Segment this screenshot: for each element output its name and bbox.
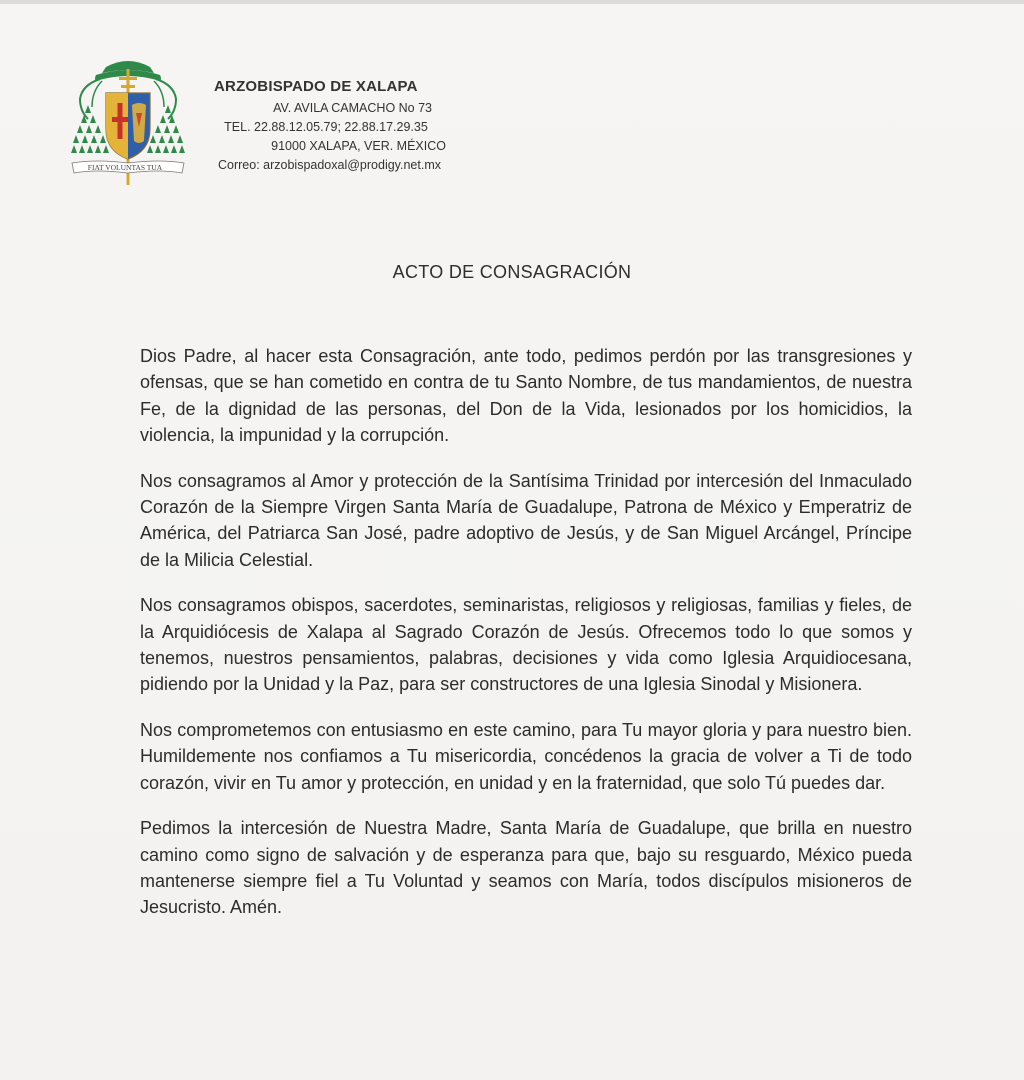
paragraph: Nos consagramos obispos, sacerdotes, seminaristas, religiosos y religiosas, familias y fieles, de la Arquidiócesis de Xalapa al Sagrado Corazón de Jesús. Ofrecemos todo lo que somos y tenemos, nuestros pensamientos, palabras, decisiones y vida como Iglesia Arquidiocesana, pidiendo por la Unidad y la Paz, para ser constructores de una Iglesia Sinodal y Misionera. — [140, 595, 912, 695]
letterhead — [196, 78, 456, 175]
motto-ribbon-text: FIAT VOLUNTAS TUA — [87, 163, 163, 172]
paragraph: Nos consagramos al Amor y protección de la Santísima Trinidad por intercesión del Inmaculado Corazón de la Siempre Virgen Santa María de Guadalupe, Patrona de México y Emperatriz de América, del Patriarca San José, padre adoptivo de Jesús, y de San Miguel Arcángel, Príncipe de la Milicia Celestial. — [140, 470, 912, 570]
paragraph: Pedimos la intercesión de Nuestra Madre, Santa María de Guadalupe, que brilla en nuestro camino como signo de salvación y de esperanza para que, bajo su resguardo, México pueda mantenerse siempre fiel a Tu Voluntad y seamos con María, todos discípulos misioneros de Jesucristo. Amén. — [140, 818, 912, 918]
address-line: AV. AVILA CAMACHO No 73 — [273, 101, 432, 115]
phone-line: TEL. 22.88.12.05.79; 22.88.17.29.35 — [224, 120, 428, 134]
page-top-edge — [0, 0, 1024, 4]
city-line: 91000 XALAPA, VER. MÉXICO — [271, 139, 446, 153]
document-body — [140, 343, 912, 940]
email-line: Correo: arzobispadoxal@prodigy.net.mx — [218, 158, 441, 172]
organization-name: ARZOBISPADO DE XALAPA — [214, 78, 418, 95]
paragraph: Dios Padre, al hacer esta Consagración, ante todo, pedimos perdón por las transgresiones y ofensas, que se han cometido en contra de tu Santo Nombre, de tus mandamientos, de nuestra Fe, de la dignidad de las personas, del Don de la Vida, lesionados por los homicidios, la violencia, la impunidad y la corrupción. — [140, 346, 912, 446]
paragraph: Nos comprometemos con entusiasmo en este camino, para Tu mayor gloria y para nuestro bien. Humildemente nos confiamos a Tu misericordia, concédenos la gracia de volver a Ti de todo corazón, vivir en Tu amor y protección, en unidad y en la fraternidad, que solo Tú puedes dar. — [140, 719, 912, 793]
document-title: ACTO DE CONSAGRACIÓN — [392, 262, 632, 282]
